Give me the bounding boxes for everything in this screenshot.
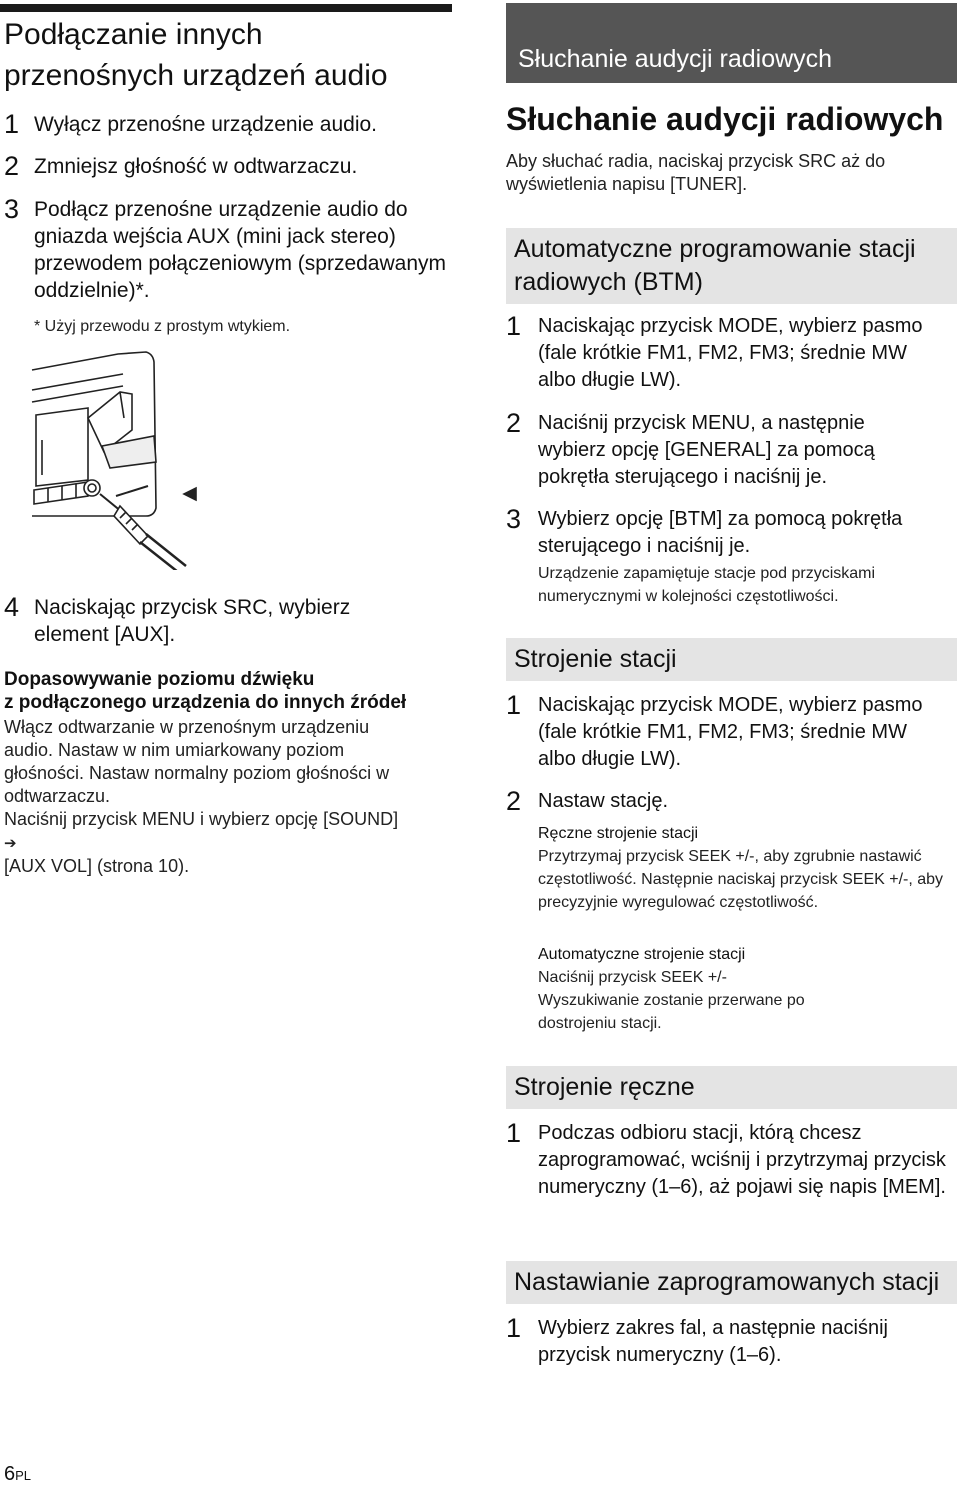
- step-number: 1: [506, 690, 522, 720]
- step-text: Wyłącz przenośne urządzenie audio.: [34, 113, 378, 136]
- step-4: [4, 594, 452, 648]
- section-title-line-1: Automatyczne programowanie stacji: [514, 235, 916, 263]
- subsection-body-text-3: [AUX VOL] (strona 10).: [4, 856, 190, 876]
- step-text: Wybierz opcję [BTM] za pomocą pokrętła sterującego i naciśnij je.: [537, 508, 903, 557]
- section-header-manual: [506, 1066, 957, 1109]
- subsection-body: [4, 716, 414, 878]
- arrow-right-icon: ➔: [4, 835, 17, 852]
- step-text: Podłącz przenośne urządzenie audio do gniazda wejścia AUX (mini jack stereo) przewodem połączeniowym (sprzedawanym oddzielnie)*.: [34, 198, 447, 302]
- section-header-preset: [506, 1261, 957, 1304]
- section-title: Strojenie ręczne: [514, 1073, 695, 1101]
- section-banner: [506, 3, 957, 83]
- step-2: [4, 153, 452, 180]
- auto-tuning-title: Automatyczne strojenie stacji: [538, 946, 746, 963]
- step-text: Naciśnij przycisk MENU, a następnie wybierz opcję [GENERAL] za pomocą pokrętła sterującego i naciśnij je.: [538, 412, 875, 488]
- btm-step-2: [506, 410, 956, 491]
- btm-step-3: [506, 506, 956, 560]
- step-1: [4, 111, 452, 138]
- step-text: Naciskając przycisk MODE, wybierz pasmo (fale krótkie FM1, FM2, FM3; średnie MW albo długie LW).: [538, 315, 923, 391]
- intro-text: Aby słuchać radia, naciskaj przycisk SRC aż do wyświetlenia napisu [TUNER].: [506, 151, 886, 194]
- section-title: Strojenie stacji: [514, 645, 677, 673]
- step-number: 1: [506, 1118, 522, 1148]
- step-number: 2: [4, 151, 20, 181]
- section-header-tuning: [506, 638, 957, 681]
- subsection-title-line-2: z podłączonego urządzenia do innych źródeł: [4, 692, 407, 713]
- auto-tuning-body-line: Wyszukiwanie zostanie przerwane po dostrojeniu stacji.: [538, 992, 805, 1032]
- subsection-body-text: Włącz odtwarzanie w przenośnym urządzeniu audio. Nastaw w nim umiarkowany poziom głośności. Nastaw normalny poziom głośności w odtwarzaczu.: [4, 717, 390, 806]
- section-title-line-2: radiowych (BTM): [514, 268, 703, 296]
- auto-tuning-body-line: Naciśnij przycisk SEEK +/-: [538, 969, 727, 986]
- step-text: Podczas odbioru stacji, którą chcesz zaprogramować, wciśnij i przytrzymaj przycisk numeryczny (1–6), aż pojawi się napis [MEM].: [538, 1122, 946, 1198]
- step-number: 1: [506, 311, 522, 341]
- main-heading: Słuchanie audycji radiowych: [506, 101, 944, 137]
- page-number: 6: [4, 1463, 16, 1485]
- footnote: * Użyj przewodu z prostym wtykiem.: [34, 318, 291, 335]
- step-text: Wybierz zakres fal, a następnie naciśnij przycisk numeryczny (1–6).: [538, 1317, 888, 1366]
- step-3: [4, 196, 452, 304]
- page-title: [4, 14, 452, 96]
- manual-step-1: [506, 1120, 956, 1201]
- banner-text: Słuchanie audycji radiowych: [518, 45, 833, 73]
- page-footer: [4, 1463, 31, 1486]
- subsection-body-text-2: Naciśnij przycisk MENU i wybierz opcję [SOUND]: [4, 809, 399, 829]
- auto-tuning-body: [538, 966, 953, 1035]
- section-title: Nastawianie zaprogramowanych stacji: [514, 1268, 940, 1296]
- step-number: 4: [4, 592, 20, 622]
- top-rule: [0, 4, 452, 12]
- btm-note: Urządzenie zapamiętuje stacje pod przyciskami numerycznymi w kolejności częstotliwości.: [538, 565, 876, 605]
- subsection-title-line-1: Dopasowywanie poziomu dźwięku: [4, 669, 315, 690]
- preset-step-1: [506, 1315, 956, 1369]
- btm-step-1: [506, 313, 956, 394]
- aux-connection-illustration: [28, 340, 198, 570]
- manual-tuning-body: Przytrzymaj przycisk SEEK +/-, aby zgrubnie nastawić częstotliwość. Następnie naciskaj przycisk SEEK +/-, aby precyzyjnie wyregulować częstotliwość.: [538, 848, 944, 911]
- step-number: 3: [4, 194, 20, 224]
- step-number: 2: [506, 408, 522, 438]
- title-line-1: Podłączanie innych: [4, 18, 263, 51]
- manual-tuning-title: Ręczne strojenie stacji: [538, 825, 699, 842]
- step-text: Zmniejsz głośność w odtwarzaczu.: [34, 155, 358, 178]
- step-number: 1: [4, 109, 20, 139]
- step-text: Naciskając przycisk MODE, wybierz pasmo (fale krótkie FM1, FM2, FM3; średnie MW albo długie LW).: [538, 694, 923, 770]
- step-text: Nastaw stację.: [538, 790, 669, 812]
- page-language: PL: [15, 1468, 32, 1483]
- tuning-step-2: [506, 788, 956, 815]
- step-number: 1: [506, 1313, 522, 1343]
- title-line-2: przenośnych urządzeń audio: [4, 59, 388, 92]
- section-header-btm: [506, 228, 957, 304]
- tuning-step-1: [506, 692, 956, 773]
- step-number: 3: [506, 504, 522, 534]
- step-text: Naciskając przycisk SRC, wybierz element [AUX].: [34, 596, 351, 646]
- step-number: 2: [506, 786, 522, 816]
- subsection-title: [4, 668, 456, 714]
